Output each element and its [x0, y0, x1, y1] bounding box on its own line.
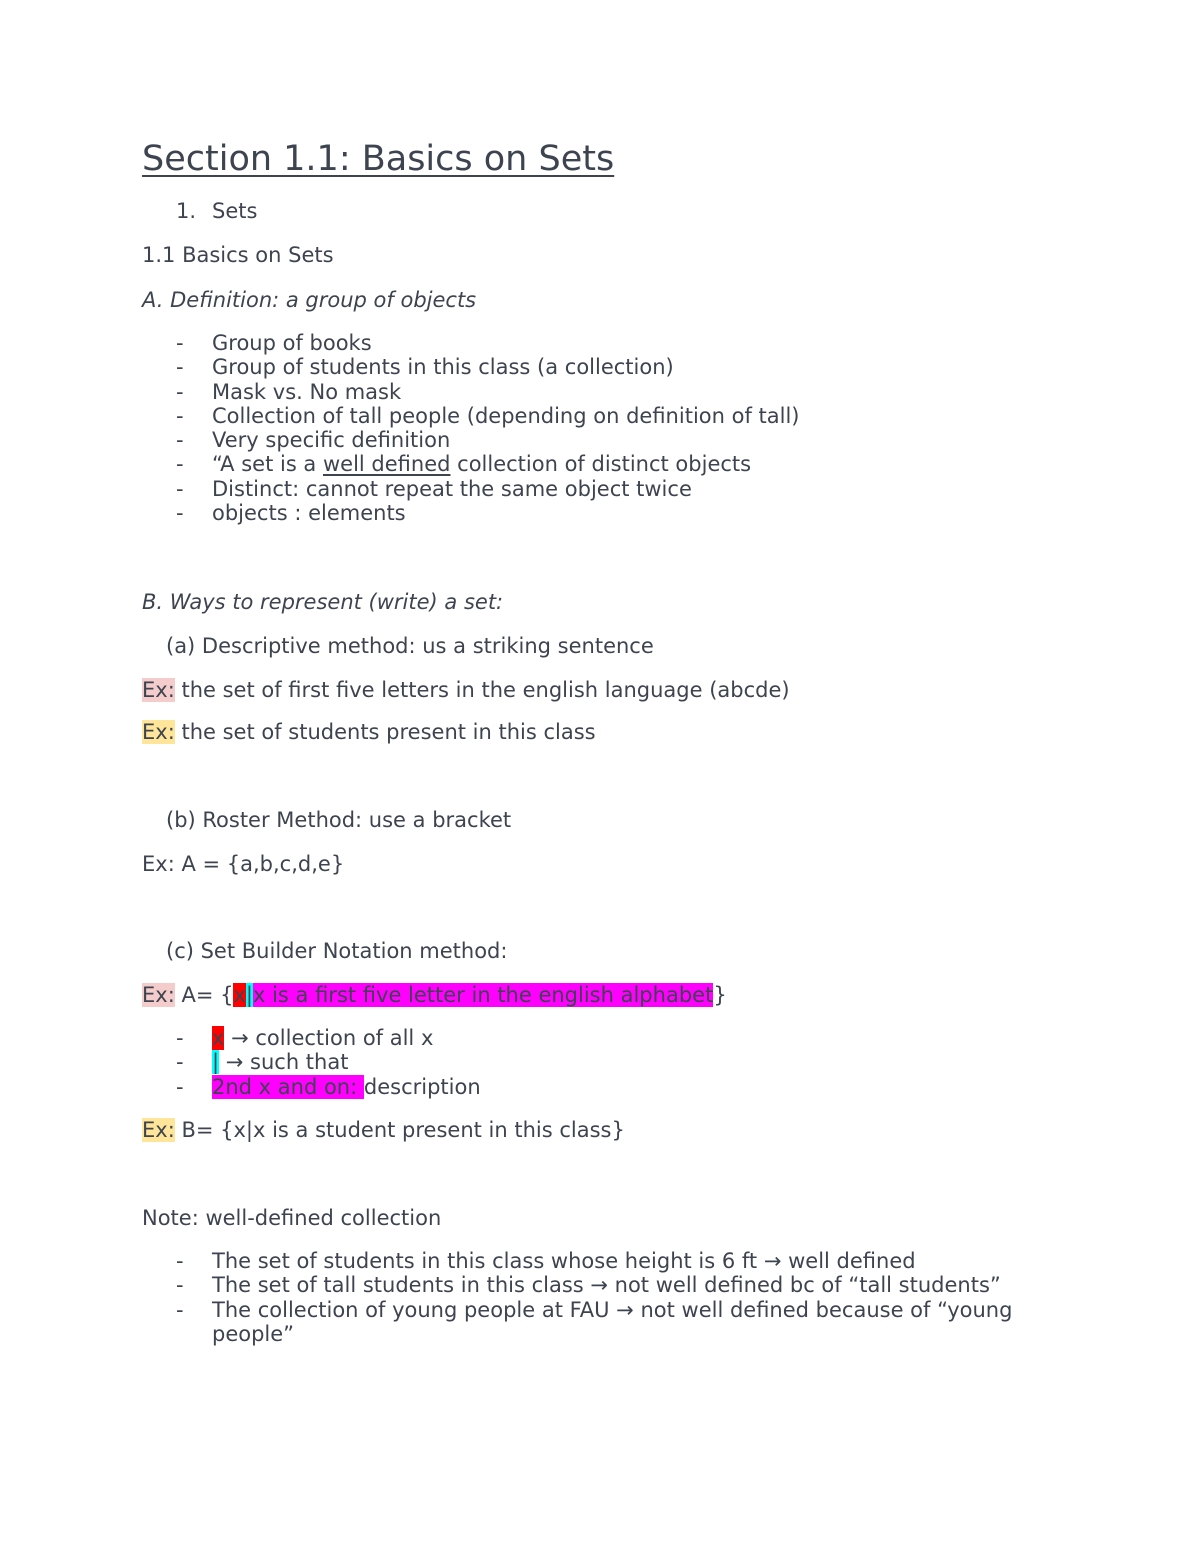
section-a-heading: A. Definition: a group of objects [142, 288, 477, 312]
list-item: - Group of books [142, 331, 800, 355]
descriptive-method-heading: (a) Descriptive method: us a striking sentence [166, 634, 654, 658]
list-text: description [363, 1074, 481, 1099]
list-item: - The collection of young people at FAU → not well defined because of “young people” [142, 1298, 1072, 1347]
list-item: - The set of tall students in this class → not well defined bc of “tall students” [142, 1273, 1072, 1297]
example-text: B= {x|x is a student present in this class} [174, 1118, 625, 1142]
list-item [142, 452, 800, 476]
example-text: A= { [174, 983, 234, 1007]
list-item: - Collection of tall people (depending on definition of tall) [142, 404, 800, 428]
list-item: - Group of students in this class (a collection) [142, 355, 800, 379]
note-heading: Note: well-defined collection [142, 1206, 442, 1230]
section-b-heading: B. Ways to represent (write) a set: [142, 590, 504, 614]
roster-example: Ex: A = {a,b,c,d,e} [142, 852, 345, 876]
set-builder-list [142, 1026, 481, 1099]
set-builder-heading: (c) Set Builder Notation method: [166, 939, 508, 963]
such-that-highlight: | [245, 983, 253, 1007]
quote-pre: “A set is a [212, 452, 323, 477]
list-item: - Mask vs. No mask [142, 380, 800, 404]
list-item [142, 1050, 481, 1074]
example-text: } [713, 983, 727, 1007]
example-label: Ex: [142, 983, 175, 1007]
list-item: - Very specific definition [142, 428, 800, 452]
page-title: Section 1.1: Basics on Sets [142, 139, 615, 179]
underlined-term: well defined [322, 452, 451, 477]
list-item: - objects : elements [142, 501, 800, 525]
set-builder-example-2 [142, 1117, 625, 1143]
example-text: the set of first five letters in the english language (abcde) [174, 678, 790, 702]
example-label: Ex: [142, 1118, 175, 1142]
description-highlight: x is a first five letter in the english alphabet [252, 983, 714, 1007]
descriptive-example-2 [142, 719, 596, 745]
variable-highlight: x [212, 1026, 225, 1050]
such-that-highlight: | [212, 1050, 220, 1075]
note-list [142, 1249, 1072, 1346]
set-builder-example [142, 982, 727, 1008]
list-text: → collection of all x [224, 1026, 434, 1050]
descriptive-example-1 [142, 677, 790, 703]
list-text: → such that [219, 1050, 349, 1075]
list-item: - The set of students in this class whose height is 6 ft → well defined [142, 1249, 1072, 1273]
list-item [142, 1026, 481, 1050]
list-number: 1. [176, 199, 197, 223]
roster-method-heading: (b) Roster Method: use a bracket [166, 808, 512, 832]
list-item: - Distinct: cannot repeat the same object twice [142, 477, 800, 501]
subheading: 1.1 Basics on Sets [142, 243, 334, 267]
variable-highlight: x [233, 983, 246, 1007]
quote-post: collection of distinct objects [450, 452, 752, 477]
example-label: Ex: [142, 678, 175, 702]
example-text: the set of students present in this class [174, 720, 596, 744]
description-highlight: 2nd x and on: [212, 1074, 364, 1099]
definition-list [142, 331, 800, 525]
list-item [142, 1075, 481, 1099]
list-text: Sets [212, 199, 258, 223]
example-label: Ex: [142, 720, 175, 744]
